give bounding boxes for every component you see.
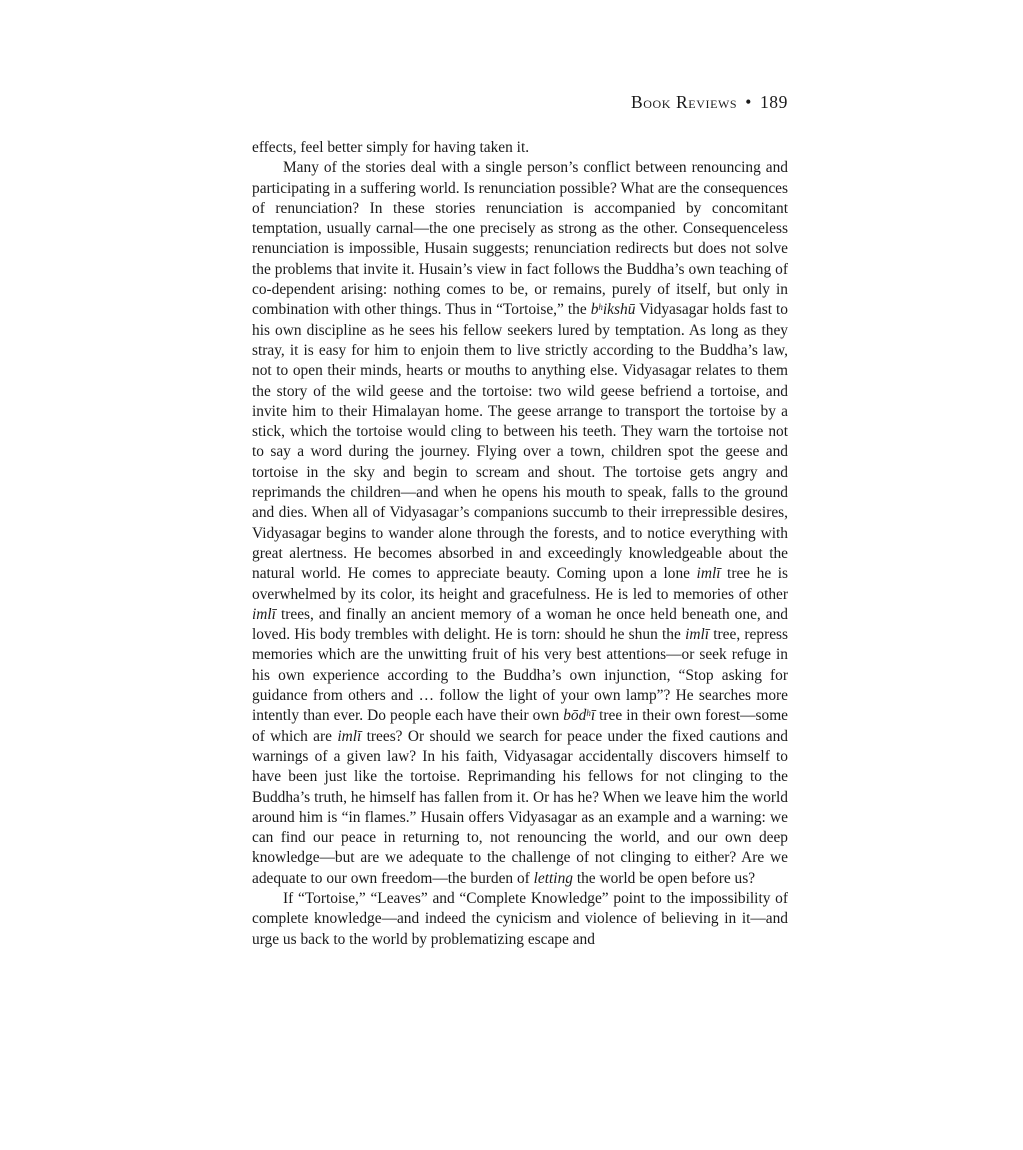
running-head bbox=[252, 88, 788, 116]
paragraph-knowledge bbox=[252, 889, 788, 950]
term-rest: ī bbox=[590, 707, 596, 725]
text-run: Vidyasagar holds fast to his own discipline as he sees his fellow seekers lured by temptation. As long as they stray, it is easy for him to enjoin them to live strictly according to the Buddha’s law, not to open their minds, hearts or mouths to anything else. Vidyasagar relates to them the story of the wild geese and the tortoise: two wild geese befriend a tortoise, and invite him to their Himalayan home. The geese arrange to transport the tortoise by a stick, which the tortoise would cling to between his teeth. They warn the tortoise not to say a word during the journey. Flying over a town, children spot the geese and tortoise in the sky and begin to scream and shout. The tortoise gets angry and reprimands the children—and when he opens his mouth to speak, falls to the ground and dies. When all of Vidyasagar’s companions succumb to their irrepressible desires, Vidyasagar begins to wander alone through the forests, and to notice everything with great alertness. He becomes absorbed in and exceedingly knowledgeable about the natural world. He comes to appreciate beauty. Coming upon a lone bbox=[252, 301, 788, 583]
term-superscript: h bbox=[598, 302, 603, 313]
book-page bbox=[252, 88, 788, 950]
text-run: Many of the stories deal with a single person’s conflict between renouncing and participating in a suffering world. Is renunciation possible? What are the consequences of renunciation? In these stories renunciation is accompanied by concomitant temptation, usually carnal—the one precisely as strong as the other. Consequenceless renunciation is impossible, Husain suggests; renunciation redirects but does not solve the problems that invite it. Husain’s view in fact follows the Buddha’s own teaching of co-dependent arising: nothing comes to be, or remains, purely of itself, but only in combination with other things. Thus in “Tortoise,” the bbox=[252, 159, 788, 319]
text-run: trees, and finally an ancient memory of a woman he once held beneath one, and loved. His body trembles with delight. He is torn: should he shun the bbox=[252, 605, 788, 644]
running-head-bullet: • bbox=[745, 92, 752, 112]
text-run: If “Tortoise,” “Leaves” and “Complete Knowledge” point to the impossibility of complete knowledge—and indeed the cynicism and violence of believing in it—and urge us back to the world by problematizing escape and bbox=[252, 889, 788, 948]
text-run: tree he is overwhelmed by its color, its height and gracefulness. He is led to memories of other bbox=[252, 565, 788, 603]
paragraph-continuation: effects, feel better simply for having taken it. bbox=[252, 139, 530, 156]
text-run: tree, repress memories which are the unwitting fruit of his very best attentions—or seek refuge in his own experience according to the Buddha’s own injunction, “Stop asking for guidance from others and … follow the light of your own lamp”? He searches more intently than ever. Do people each have their own bbox=[252, 626, 789, 725]
term-base: bōd bbox=[563, 707, 587, 725]
italic-term: imlī bbox=[685, 626, 710, 644]
italic-term: imlī bbox=[696, 565, 721, 583]
paragraph-renunciation bbox=[252, 158, 788, 889]
text-run: the world be open before us? bbox=[572, 869, 756, 887]
italic-term-aspirated bbox=[563, 707, 595, 724]
italic-term-aspirated bbox=[591, 301, 636, 318]
text-run: trees? Or should we search for peace under the fixed cautions and warnings of a given law? In his faith, Vidyasagar accidentally discovers himself to have been just like the tortoise. Reprimanding his fellows for not clinging to the Buddha’s truth, he himself has fallen from it. Or has he? When we leave him the world around him is “in flames.” Husain offers Vidyasagar as an example and a warning: we can find our peace in returning to, not renouncing the world, and our own deep knowledge—but are we adequate to the challenge of not clinging to either? Are we adequate to our own freedom—the burden of bbox=[252, 727, 788, 887]
italic-term: imlī bbox=[252, 605, 276, 623]
italic-term: letting bbox=[533, 869, 573, 887]
italic-term: imlī bbox=[337, 727, 362, 745]
running-head-section-title: Book Reviews bbox=[630, 92, 738, 112]
term-superscript: h bbox=[586, 708, 591, 719]
text-run: tree in their own forest—some of which are bbox=[252, 707, 788, 745]
review-body bbox=[252, 138, 788, 950]
term-rest: ikshū bbox=[602, 301, 636, 319]
term-base: b bbox=[590, 301, 599, 319]
page-number: 189 bbox=[759, 92, 788, 112]
